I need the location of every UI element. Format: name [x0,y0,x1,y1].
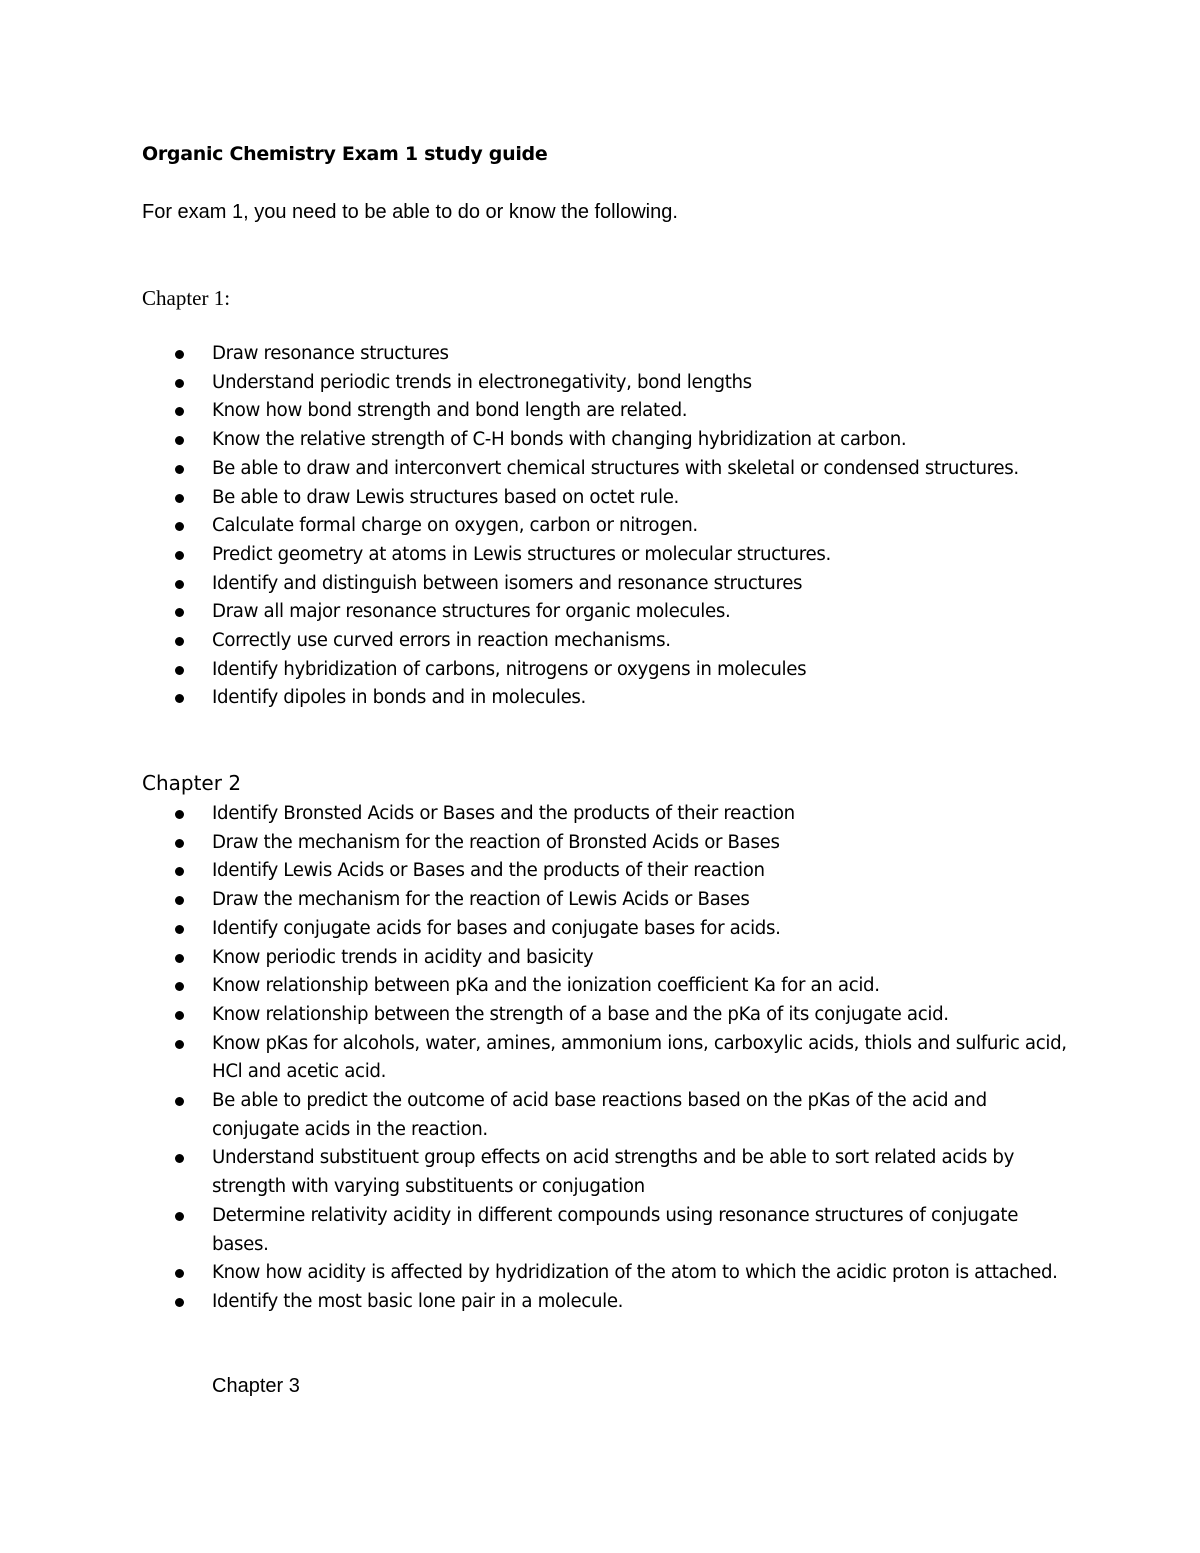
document-title: Organic Chemistry Exam 1 study guide [142,143,548,165]
bullet-icon [175,1097,184,1106]
bullet-icon [175,1154,184,1163]
list-item [170,800,1070,829]
chapter-1-list [170,340,1070,713]
list-item-text: Know pKas for alcohols, water, amines, ammonium ions, carboxylic acids, thiols and sulfuric acid, HCl and acetic acid. [212,1032,1067,1083]
list-item [170,857,1070,886]
list-item-text: Draw resonance structures [212,343,449,364]
list-item [170,627,1070,656]
bullet-icon [175,608,184,617]
list-item-text: Identify the most basic lone pair in a molecule. [212,1290,624,1312]
list-item-text: Know periodic trends in acidity and basicity [212,946,594,968]
list-item-text: Draw all major resonance structures for organic molecules. [212,601,731,623]
chapter-2-heading: Chapter 2 [142,771,242,795]
intro-text: For exam 1, you need to be able to do or know the following. [142,201,678,223]
bullet-icon [175,580,184,589]
bullet-icon [175,1298,184,1307]
bullet-icon [175,1212,184,1221]
list-item [170,340,1070,369]
bullet-icon [175,810,184,819]
list-item [170,684,1070,713]
bullet-icon [175,954,184,963]
chapter-2-list [170,800,1070,1317]
list-item-text: Draw the mechanism for the reaction of Lewis Acids or Bases [212,889,750,911]
list-item-text: Draw the mechanism for the reaction of Bronsted Acids or Bases [212,831,780,853]
bullet-icon [175,522,184,531]
list-item-text: Determine relativity acidity in different compounds using resonance structures of conjugate bases. [212,1204,1019,1255]
bullet-icon [175,1011,184,1020]
list-item [170,1144,1070,1201]
list-item-text: Identify hybridization of carbons, nitrogens or oxygens in molecules [212,658,807,680]
bullet-icon [175,436,184,445]
list-item [170,426,1070,455]
list-item [170,397,1070,426]
chapter-1-heading: Chapter 1: [142,286,231,310]
list-item-text: Correctly use curved errors in reaction mechanisms. [212,630,671,652]
bullet-icon [175,982,184,991]
list-item-text: Know relationship between the strength of a base and the pKa of its conjugate acid. [212,1003,949,1025]
list-item [170,570,1070,599]
list-item [170,512,1070,541]
list-item [170,656,1070,685]
list-item-text: Identify conjugate acids for bases and conjugate bases for acids. [212,917,781,939]
list-item [170,829,1070,858]
list-item [170,886,1070,915]
list-item-text: Be able to draw and interconvert chemical structures with skeletal or condensed structures. [212,457,1019,479]
bullet-icon [175,867,184,876]
chapter-3-heading: Chapter 3 [212,1375,300,1397]
bullet-icon [175,379,184,388]
list-item [170,369,1070,398]
list-item-text: Be able to predict the outcome of acid base reactions based on the pKas of the acid and conjugate acids in the reaction. [212,1090,987,1140]
list-item-text: Understand substituent group effects on acid strengths and be able to sort related acids by strength with varying substituents or conjugation [212,1147,1014,1198]
list-item [170,455,1070,484]
list-item-text: Know how bond strength and bond length are related. [212,400,688,422]
bullet-icon [175,494,184,503]
list-item [170,1288,1070,1317]
list-item-text: Predict geometry at atoms in Lewis structures or molecular structures. [212,543,831,565]
list-item-text: Be able to draw Lewis structures based on octet rule. [212,486,679,508]
list-item [170,484,1070,513]
list-item [170,1087,1070,1144]
list-item [170,915,1070,944]
bullet-icon [175,896,184,905]
list-item-text: Know how acidity is affected by hydridization of the atom to which the acidic proton is attached. [212,1262,1058,1284]
list-item [170,972,1070,1001]
bullet-icon [175,839,184,848]
list-item-text: Know the relative strength of C-H bonds with changing hybridization at carbon. [212,429,907,451]
list-item [170,598,1070,627]
list-item-text: Understand periodic trends in electronegativity, bond lengths [212,371,752,393]
bullet-icon [175,407,184,416]
list-item-text: Identify dipoles in bonds and in molecules. [212,687,586,709]
bullet-icon [175,694,184,703]
bullet-icon [175,1040,184,1049]
bullet-icon [175,1269,184,1278]
list-item [170,944,1070,973]
list-item [170,1202,1070,1259]
bullet-icon [175,925,184,934]
list-item [170,1030,1070,1087]
list-item-text: Identify Bronsted Acids or Bases and the products of their reaction [212,803,795,824]
list-item-text: Know relationship between pKa and the ionization coefficient Ka for an acid. [212,975,880,997]
list-item [170,1259,1070,1288]
list-item-text: Calculate formal charge on oxygen, carbon or nitrogen. [212,515,698,537]
bullet-icon [175,551,184,560]
list-item-text: Identify and distinguish between isomers and resonance structures [212,572,803,594]
bullet-icon [175,666,184,675]
bullet-icon [175,637,184,646]
list-item [170,1001,1070,1030]
bullet-icon [175,350,184,359]
list-item [170,541,1070,570]
bullet-icon [175,465,184,474]
list-item-text: Identify Lewis Acids or Bases and the products of their reaction [212,860,765,882]
